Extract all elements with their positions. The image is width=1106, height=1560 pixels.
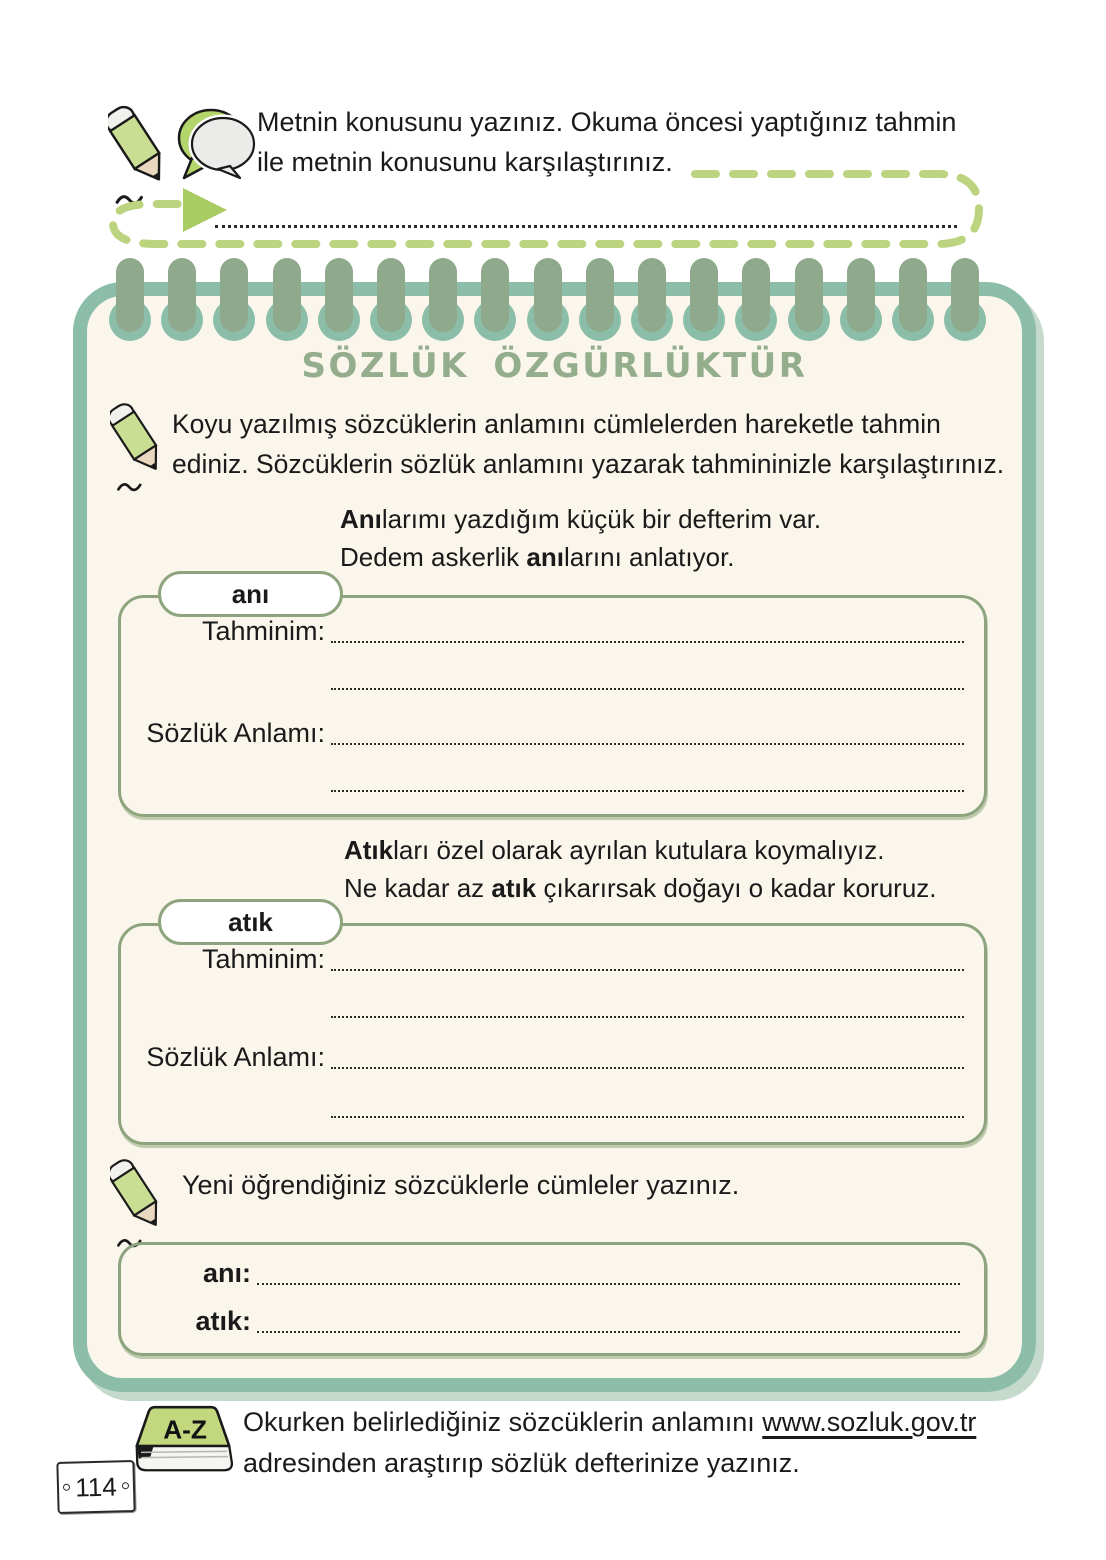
answer-line[interactable] bbox=[257, 1331, 960, 1333]
spiral-ring-icon bbox=[168, 258, 196, 332]
spiral-ring-icon bbox=[795, 258, 823, 332]
guess-label: Tahminim: bbox=[201, 616, 325, 646]
dictionary-label: Sözlük Anlamı: bbox=[146, 1042, 325, 1072]
spiral-ring-icon bbox=[481, 258, 509, 332]
page-number: 114 bbox=[74, 1470, 118, 1503]
example-sentences bbox=[340, 500, 821, 576]
spiral-ring-icon bbox=[899, 258, 927, 332]
answer-line[interactable] bbox=[331, 688, 964, 690]
spiral-ring-icon bbox=[377, 258, 405, 332]
footer-note bbox=[243, 1402, 976, 1484]
word-label: atık: bbox=[195, 1306, 251, 1336]
spiral-ring-icon bbox=[116, 258, 144, 332]
sentence-task-instruction: Yeni öğrendiğiniz sözcüklerle cümleler yazınız. bbox=[182, 1170, 740, 1200]
pencil-icon bbox=[110, 398, 166, 498]
example-sentence: Ne kadar az atık çıkarırsak doğayı o kadar koruruz. bbox=[344, 873, 937, 903]
answer-line[interactable] bbox=[215, 204, 957, 228]
answer-line[interactable] bbox=[331, 1016, 964, 1018]
spiral-ring-icon bbox=[534, 258, 562, 332]
dictionary-label: Sözlük Anlamı: bbox=[146, 718, 325, 748]
svg-text:A-Z: A-Z bbox=[163, 1414, 207, 1445]
footer-text: adresinden araştırıp sözlük defterinize yazınız. bbox=[243, 1448, 800, 1478]
screw-icon bbox=[63, 1484, 70, 1491]
spiral-ring-icon bbox=[429, 258, 457, 332]
footer-text: Okurken belirlediğiniz sözcüklerin anlamını bbox=[243, 1407, 763, 1437]
answer-line[interactable] bbox=[257, 1283, 960, 1285]
dictionary-link[interactable]: www.sozluk.gov.tr bbox=[762, 1407, 977, 1437]
dictionary-book-icon bbox=[130, 1404, 236, 1486]
spiral-ring-icon bbox=[690, 258, 718, 332]
spiral-ring-icon bbox=[273, 258, 301, 332]
answer-line[interactable] bbox=[331, 641, 964, 643]
spiral-ring-icon bbox=[220, 258, 248, 332]
answer-line[interactable] bbox=[331, 969, 964, 971]
example-sentences bbox=[344, 831, 937, 907]
task-instruction bbox=[172, 404, 1032, 484]
instruction-line: Metnin konusunu yazınız. Okuma öncesi yaptığınız tahmin bbox=[257, 107, 957, 137]
word-label: anı: bbox=[202, 1258, 251, 1288]
example-sentence: Atıkları özel olarak ayrılan kutulara koymalıyız. bbox=[344, 835, 885, 865]
answer-line[interactable] bbox=[331, 743, 964, 745]
pencil-icon bbox=[110, 1154, 166, 1254]
spiral-ring-icon bbox=[325, 258, 353, 332]
word-tab-atik: atık bbox=[158, 899, 343, 945]
spiral-ring-icon bbox=[951, 258, 979, 332]
spiral-ring-icon bbox=[847, 258, 875, 332]
instruction-line: ile metnin konusunu karşılaştırınız. bbox=[257, 147, 673, 177]
page-title: SÖZLÜK ÖZGÜRLÜKTÜR bbox=[301, 346, 808, 386]
instruction-line: Koyu yazılmış sözcüklerin anlamını cümlelerden hareketle tahmin bbox=[172, 409, 941, 439]
example-sentence: Anılarımı yazdığım küçük bir defterim var. bbox=[340, 504, 822, 534]
instruction-line: ediniz. Sözcüklerin sözlük anlamını yazarak tahmininizle karşılaştırınız. bbox=[172, 449, 1005, 479]
page-number-badge bbox=[56, 1460, 135, 1514]
word-tab-ani: anı bbox=[158, 571, 343, 617]
answer-line[interactable] bbox=[331, 1067, 964, 1069]
spiral-ring-icon bbox=[586, 258, 614, 332]
guess-label: Tahminim: bbox=[201, 944, 325, 974]
answer-line[interactable] bbox=[331, 1116, 964, 1118]
screw-icon bbox=[122, 1482, 129, 1489]
spiral-ring-icon bbox=[638, 258, 666, 332]
example-sentence: Dedem askerlik anılarını anlatıyor. bbox=[340, 542, 735, 572]
answer-line[interactable] bbox=[331, 790, 964, 792]
spiral-ring-icon bbox=[742, 258, 770, 332]
